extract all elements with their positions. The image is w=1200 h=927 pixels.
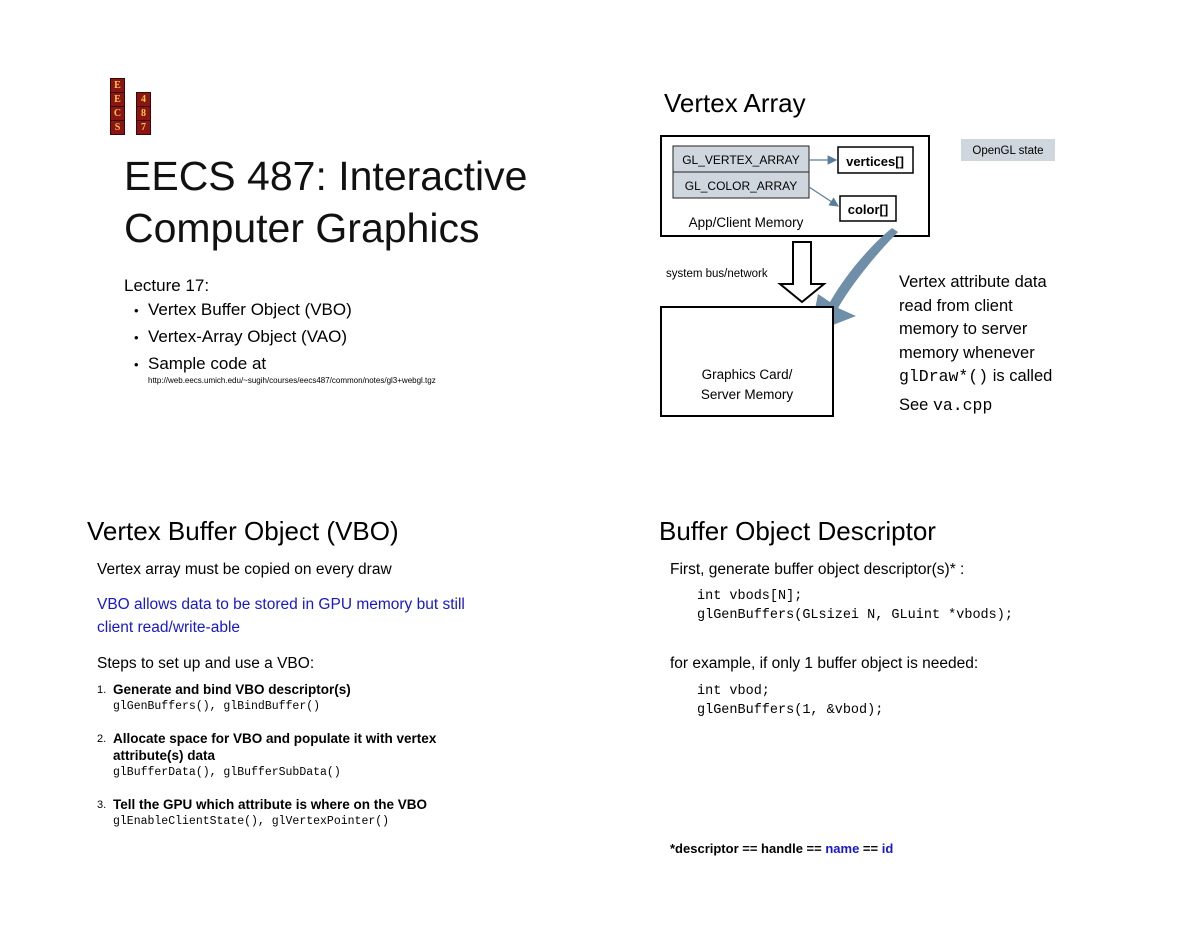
logo-tile: E — [110, 92, 125, 107]
file-name-code: va.cpp — [932, 396, 993, 415]
slide-title-vertex-array: Vertex Array — [664, 88, 806, 118]
step-item — [97, 730, 517, 781]
caption-line: memory to server — [899, 320, 1028, 338]
footnote-id: id — [881, 841, 894, 856]
logo-tile: 4 — [136, 92, 151, 107]
step-number: 2. — [97, 733, 107, 745]
step-text-cont: attribute(s) data — [113, 748, 216, 763]
course-title — [124, 150, 527, 254]
system-bus-label: system bus/network — [666, 268, 768, 280]
lecture-label: Lecture 17: — [124, 276, 210, 295]
topic-item: • Vertex Buffer Object (VBO) — [134, 300, 352, 327]
logo-tile: C — [110, 106, 125, 121]
step-code: glBufferData(), glBufferSubData() — [113, 766, 341, 779]
vbo-highlight-line2: client read/write-able — [97, 619, 241, 636]
example-instruction: for example, if only 1 buffer object is needed: — [670, 655, 979, 672]
caption-line — [899, 365, 1099, 389]
step-text: Generate and bind VBO descriptor(s) — [113, 682, 351, 697]
system-bus-arrow — [780, 242, 824, 302]
code-line: int vbods[N]; — [697, 589, 803, 604]
step-number: 1. — [97, 684, 107, 696]
server-label-line1: Graphics Card/ — [701, 367, 793, 382]
footnote-name: name — [825, 841, 860, 856]
vbo-highlight-line1: VBO allows data to be stored in GPU memory but still — [97, 596, 465, 613]
step-item — [97, 796, 517, 830]
see-label: See — [899, 396, 933, 414]
logo-tile: 7 — [136, 120, 151, 135]
step-text: Tell the GPU which attribute is where on the VBO — [113, 797, 428, 812]
generate-instruction: First, generate buffer object descriptor(s)* : — [670, 561, 965, 578]
see-file-note — [899, 396, 992, 415]
code-line: glGenBuffers(GLsizei N, GLuint *vbods); — [697, 608, 1013, 623]
caption-line: Vertex attribute data — [899, 273, 1047, 291]
server-label-line2: Server Memory — [700, 387, 794, 402]
course-title-line2: Computer Graphics — [124, 205, 480, 251]
footnote-eq: == — [859, 841, 882, 856]
slide-title-vbo: Vertex Buffer Object (VBO) — [87, 516, 399, 546]
color-label: color[] — [847, 202, 889, 217]
caption-line: read from client — [899, 296, 1013, 315]
code-line: int vbod; — [697, 684, 770, 699]
vbo-steps-list — [97, 681, 517, 830]
vertex-array-caption — [899, 271, 1099, 389]
steps-heading: Steps to set up and use a VBO: — [97, 655, 315, 672]
topic-item: • Sample code at — [134, 354, 352, 381]
caption-line: memory whenever — [899, 343, 1035, 362]
step-text: Allocate space for VBO and populate it with vertex — [113, 731, 437, 746]
code-block-example — [697, 682, 883, 720]
step-number: 3. — [97, 799, 107, 811]
logo-tile: S — [110, 120, 125, 135]
footnote-text: *descriptor == handle == — [670, 841, 826, 856]
topic-list — [134, 300, 352, 381]
step-code: glEnableClientState(), glVertexPointer() — [113, 815, 390, 828]
gl-color-array-label: GL_COLOR_ARRAY — [684, 179, 798, 193]
logo-tile: 8 — [136, 106, 151, 121]
gl-vertex-array-label: GL_VERTEX_ARRAY — [682, 153, 800, 167]
step-item — [97, 681, 517, 715]
gldraw-code: glDraw*() — [899, 367, 989, 386]
client-memory-label: App/Client Memory — [688, 215, 804, 230]
logo-tile: E — [110, 78, 125, 93]
sample-code-url[interactable]: http://web.eecs.umich.edu/~sugih/courses/eecs487/common/notes/gl3+webgl.tgz — [148, 376, 436, 385]
step-code: glGenBuffers(), glBindBuffer() — [113, 700, 321, 713]
topic-item: • Vertex-Array Object (VAO) — [134, 327, 352, 354]
code-block-generic — [697, 587, 1013, 625]
vbo-intro-line: Vertex array must be copied on every draw — [97, 561, 392, 578]
course-title-line1: EECS 487: Interactive — [124, 153, 528, 199]
code-line: glGenBuffers(1, &vbod); — [697, 703, 884, 718]
slide-title-buffer-descriptor: Buffer Object Descriptor — [659, 516, 936, 546]
eecs-logo — [106, 78, 156, 134]
opengl-state-label: OpenGL state — [972, 145, 1044, 157]
vertices-label: vertices[] — [846, 154, 904, 169]
caption-end: is called — [988, 367, 1053, 385]
descriptor-footnote — [670, 841, 893, 856]
